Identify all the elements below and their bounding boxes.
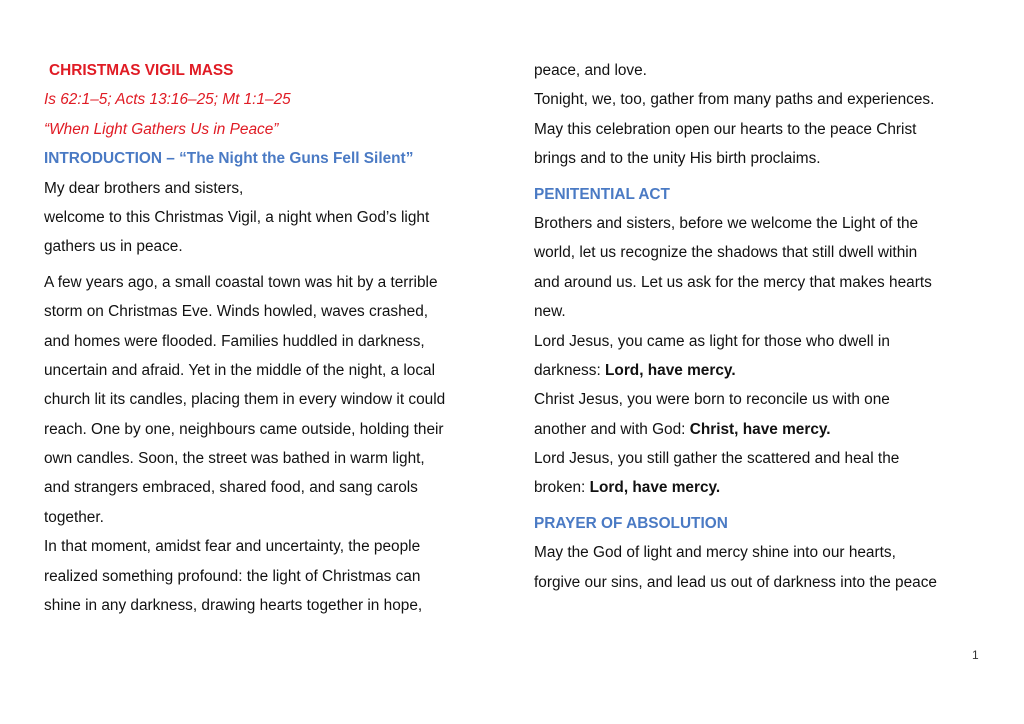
penitential-intro-line: new.	[534, 303, 566, 321]
intro-continuation-line: brings and to the unity His birth proclaims.	[534, 150, 821, 168]
invocation-response: Lord, have mercy.	[589, 479, 721, 497]
invocation-prefix: broken:	[534, 479, 590, 497]
story-line: together.	[44, 508, 104, 526]
greeting-line: My dear brothers and sisters,	[44, 179, 244, 197]
invocation-response-line	[534, 419, 994, 448]
story-line: A few years ago, a small coastal town was hit by a terrible	[44, 273, 438, 291]
left-column	[44, 60, 504, 624]
introduction-heading: INTRODUCTION – “The Night the Guns Fell Silent”	[44, 150, 414, 168]
story-line: uncertain and afraid. Yet in the middle of the night, a local	[44, 361, 436, 379]
invocation-line: Lord Jesus, you still gather the scattered and heal the	[534, 450, 900, 468]
story-line: and homes were flooded. Families huddled in darkness,	[44, 332, 425, 350]
right-column	[534, 60, 994, 601]
penitential-intro-line: and around us. Let us ask for the mercy that makes hearts	[534, 273, 932, 291]
invocation-prefix: another and with God:	[534, 420, 690, 438]
story-line: shine in any darkness, drawing hearts together in hope,	[44, 597, 423, 615]
prayer-of-absolution-heading: PRAYER OF ABSOLUTION	[534, 514, 728, 532]
story-line: and strangers embraced, shared food, and sang carols	[44, 479, 418, 497]
invocation-response-line	[534, 477, 994, 506]
invocation-line: Lord Jesus, you came as light for those who dwell in	[534, 332, 890, 350]
document-title: CHRISTMAS VIGIL MASS	[49, 62, 234, 79]
invocation-response: Lord, have mercy.	[605, 361, 736, 379]
invocation-response: Christ, have mercy.	[689, 420, 831, 438]
story-line: own candles. Soon, the street was bathed in warm light,	[44, 450, 425, 468]
penitential-act-heading: PENITENTIAL ACT	[534, 185, 670, 203]
penitential-intro-line: world, let us recognize the shadows that still dwell within	[534, 244, 918, 262]
story-line: church lit its candles, placing them in every window it could	[44, 391, 446, 409]
story-line: realized something profound: the light of Christmas can	[44, 567, 421, 585]
story-line: reach. One by one, neighbours came outside, holding their	[44, 420, 444, 438]
greeting-line: welcome to this Christmas Vigil, a night when God’s light	[44, 208, 430, 226]
invocation-line: Christ Jesus, you were born to reconcile us with one	[534, 391, 890, 409]
absolution-line: forgive our sins, and lead us out of darkness into the peace	[534, 573, 937, 591]
story-line: storm on Christmas Eve. Winds howled, waves crashed,	[44, 303, 429, 321]
invocation-response-line	[534, 360, 994, 389]
page-number: 1	[972, 648, 979, 662]
intro-continuation-line: May this celebration open our hearts to the peace Christ	[534, 120, 917, 138]
intro-continuation-line: Tonight, we, too, gather from many paths and experiences.	[534, 91, 935, 109]
invocation-prefix: darkness:	[534, 361, 606, 379]
absolution-line: May the God of light and mercy shine into our hearts,	[534, 544, 896, 562]
greeting-line: gathers us in peace.	[44, 238, 183, 256]
readings-reference: Is 62:1–5; Acts 13:16–25; Mt 1:1–25	[44, 91, 291, 109]
story-line: In that moment, amidst fear and uncertainty, the people	[44, 538, 421, 556]
penitential-intro-line: Brothers and sisters, before we welcome the Light of the	[534, 214, 919, 232]
intro-continuation-line: peace, and love.	[534, 62, 647, 79]
theme-title: “When Light Gathers Us in Peace”	[44, 120, 279, 138]
